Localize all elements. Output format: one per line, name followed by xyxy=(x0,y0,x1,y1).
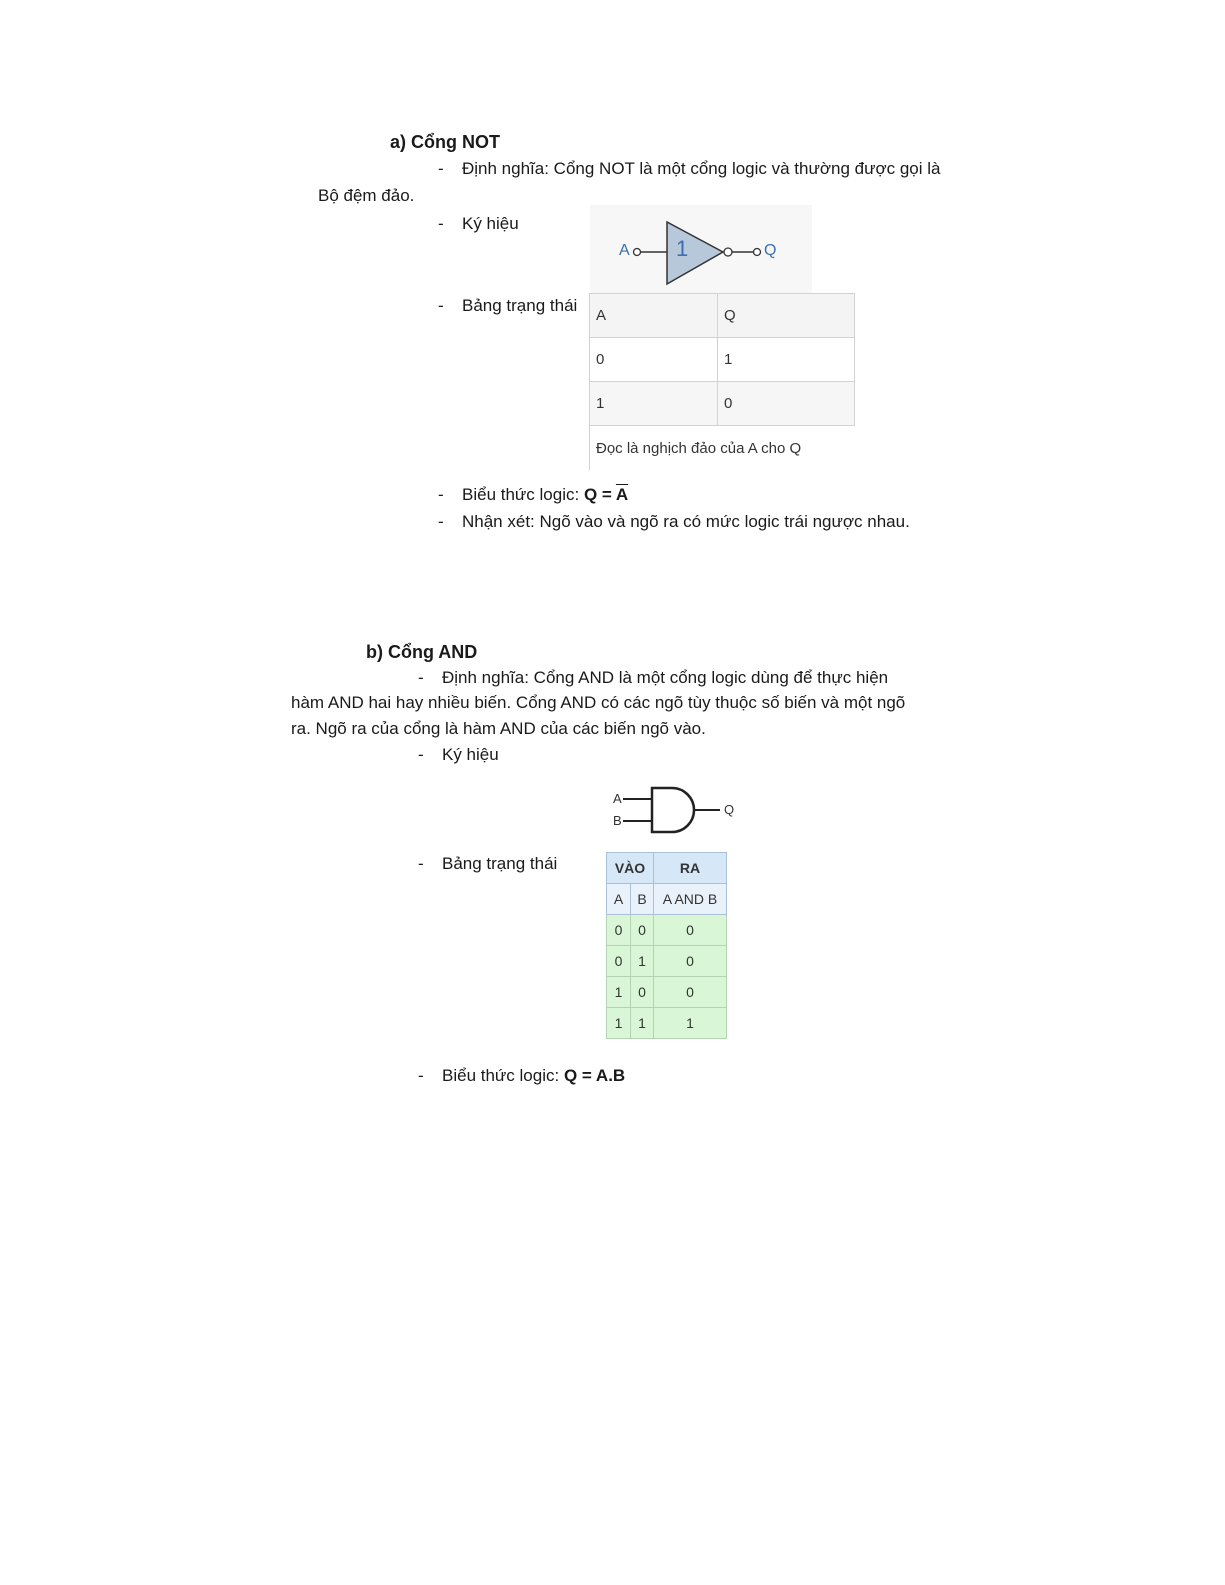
bullet-dash: - xyxy=(438,512,444,531)
not-input-label: A xyxy=(619,242,630,259)
table-caption: Đọc là nghịch đảo của A cho Q xyxy=(590,426,855,471)
not-remark xyxy=(438,510,910,534)
not-table-label xyxy=(438,294,577,318)
and-expression-value: Q = A.B xyxy=(563,1066,626,1085)
and-output-label: Q xyxy=(724,802,735,817)
not-expression-var: $\overline{A}$ xyxy=(615,485,629,504)
not-table-label-text: Bảng trạng thái xyxy=(462,296,578,315)
table-cell: 0 xyxy=(607,915,631,946)
not-symbol-label-text: Ký hiệu xyxy=(462,214,519,233)
and-definition-text: Định nghĩa: Cổng AND là một cổng logic dùng để thực hiện xyxy=(442,668,889,687)
table-cell: 0 xyxy=(718,382,855,426)
bullet-dash: - xyxy=(438,214,444,233)
and-definition-cont-2: ra. Ngõ ra của cổng là hàm AND của các biến ngõ vào. xyxy=(291,719,706,738)
header-cell-a: A xyxy=(607,884,631,915)
not-expression xyxy=(438,483,628,507)
not-symbol-label xyxy=(438,212,519,236)
table-cell: 1 xyxy=(631,946,654,977)
table-group-row xyxy=(607,853,727,884)
and-input-b-label: B xyxy=(613,813,622,828)
and-definition-cont-1: hàm AND hai hay nhiều biến. Cổng AND có các ngõ tùy thuộc số biến và một ngõ xyxy=(291,693,906,712)
not-expression-label: Biểu thức logic: xyxy=(462,485,584,504)
and-definition xyxy=(418,666,888,690)
table-cell: 1 xyxy=(590,382,718,426)
not-definition-cont: Bộ đệm đảo. xyxy=(318,186,415,205)
bullet-dash: - xyxy=(418,668,424,687)
and-heading: b) Cổng AND xyxy=(366,642,478,662)
header-cell-q: Q xyxy=(718,294,855,338)
header-cell-b: B xyxy=(631,884,654,915)
table-cell: 0 xyxy=(654,977,727,1008)
table-caption-row xyxy=(590,426,855,471)
and-symbol-label xyxy=(418,743,499,767)
not-definition xyxy=(438,157,941,181)
table-cell: 0 xyxy=(631,915,654,946)
not-definition-text: Định nghĩa: Cổng NOT là một cổng logic và thường được gọi là xyxy=(462,159,941,178)
table-row xyxy=(607,915,727,946)
bullet-dash: - xyxy=(438,159,444,178)
bullet-dash: - xyxy=(438,485,444,504)
not-heading: a) Cổng NOT xyxy=(390,132,500,152)
table-cell: 0 xyxy=(607,946,631,977)
table-cell: 1 xyxy=(718,338,855,382)
and-table-label-text: Bảng trạng thái xyxy=(442,854,558,873)
and-gate-symbol xyxy=(606,785,746,835)
not-remark-text: Nhận xét: Ngõ vào và ngõ ra có mức logic trái ngược nhau. xyxy=(462,512,910,531)
group-output: RA xyxy=(654,853,727,884)
group-inputs: VÀO xyxy=(607,853,654,884)
table-cell: 1 xyxy=(631,1008,654,1039)
and-symbol-label-text: Ký hiệu xyxy=(442,745,499,764)
table-row xyxy=(607,946,727,977)
not-truth-table xyxy=(589,293,855,470)
table-header-row xyxy=(590,294,855,338)
and-table-label xyxy=(418,852,557,876)
not-output-label: Q xyxy=(764,242,777,259)
table-row xyxy=(607,977,727,1008)
and-expression-label: Biểu thức logic: xyxy=(442,1066,564,1085)
and-expression xyxy=(418,1064,625,1088)
table-row xyxy=(590,338,855,382)
and-input-a-label: A xyxy=(613,791,622,806)
bullet-dash: - xyxy=(418,854,424,873)
not-gate-symbol xyxy=(590,205,812,293)
bullet-dash: - xyxy=(418,745,424,764)
table-cell: 0 xyxy=(654,946,727,977)
not-expression-lhs: Q = xyxy=(583,485,616,504)
table-cell: 0 xyxy=(631,977,654,1008)
table-cell: 0 xyxy=(654,915,727,946)
table-cell: 0 xyxy=(590,338,718,382)
table-cell: 1 xyxy=(654,1008,727,1039)
and-truth-table xyxy=(606,852,727,1039)
bullet-dash: - xyxy=(418,1066,424,1085)
table-row xyxy=(607,1008,727,1039)
table-row xyxy=(590,382,855,426)
table-cell: 1 xyxy=(607,977,631,1008)
not-gate-text: 1 xyxy=(676,236,689,261)
bullet-dash: - xyxy=(438,296,444,315)
table-cell: 1 xyxy=(607,1008,631,1039)
header-cell-out: A AND B xyxy=(654,884,727,915)
header-cell-a: A xyxy=(590,294,718,338)
table-header-row xyxy=(607,884,727,915)
